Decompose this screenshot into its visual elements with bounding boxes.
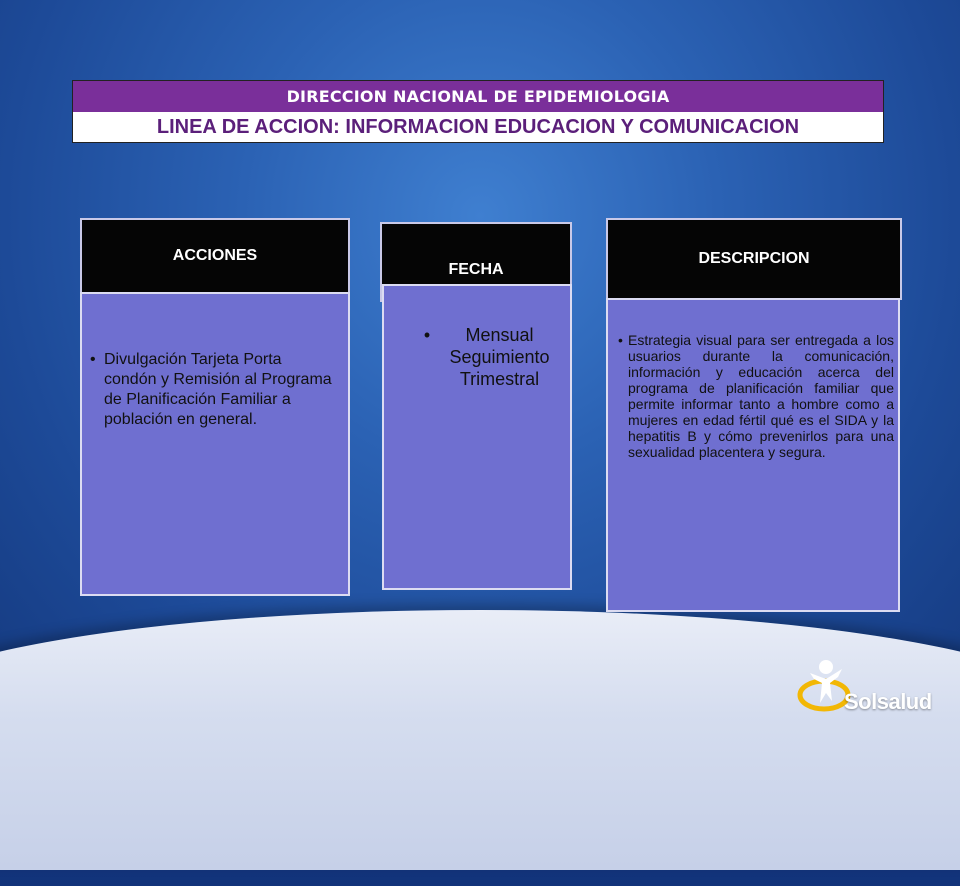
fecha-text: Mensual Seguimiento Trimestral — [449, 325, 550, 389]
fecha-heading-label: FECHA — [448, 261, 504, 278]
acciones-heading — [80, 218, 350, 294]
acciones-text: Divulgación Tarjeta Porta condón y Remisión al Programa de Planificación Familiar a población en general. — [104, 351, 332, 428]
footer-wave-light — [0, 610, 960, 870]
descripcion-text: Estrategia visual para ser entregada a los usuarios durante la comunicación, información y educación acerca del programa de planificación familiar que permite informar tanto a hombre como a mujeres en edad fértil qué es el SIDA y la hepatitis B y cómo prevenirlos para una sexualidad placentera y segura. — [628, 332, 894, 460]
descripcion-heading — [606, 218, 902, 300]
title-table — [72, 80, 884, 143]
descripcion-heading-label: DESCRIPCION — [698, 250, 810, 267]
main-title: DIRECCION NACIONAL DE EPIDEMIOLOGIA — [73, 81, 883, 111]
fecha-bullet: • Mensual Seguimiento Trimestral — [420, 324, 565, 390]
acciones-panel — [80, 292, 350, 596]
fecha-panel — [382, 284, 572, 590]
descripcion-panel — [606, 298, 900, 612]
descripcion-bullet: • Estrategia visual para ser entregada a los usuarios durante la comunicación, información y educación acerca del programa de planificación familiar que permite informar tanto a hombre como a mujeres en edad fértil qué es el SIDA y la hepatitis B y cómo prevenirlos para una sexualidad placentera y segura. — [618, 332, 894, 460]
acciones-heading-label: ACCIONES — [172, 247, 258, 264]
solsalud-logo — [796, 655, 956, 717]
logo-text: Solsalud — [844, 689, 932, 714]
acciones-bullet: • Divulgación Tarjeta Porta condón y Remisión al Programa de Planificación Familiar a población en general. — [90, 350, 335, 430]
subtitle: LINEA DE ACCION: INFORMACION EDUCACION Y COMUNICACION — [73, 111, 883, 142]
